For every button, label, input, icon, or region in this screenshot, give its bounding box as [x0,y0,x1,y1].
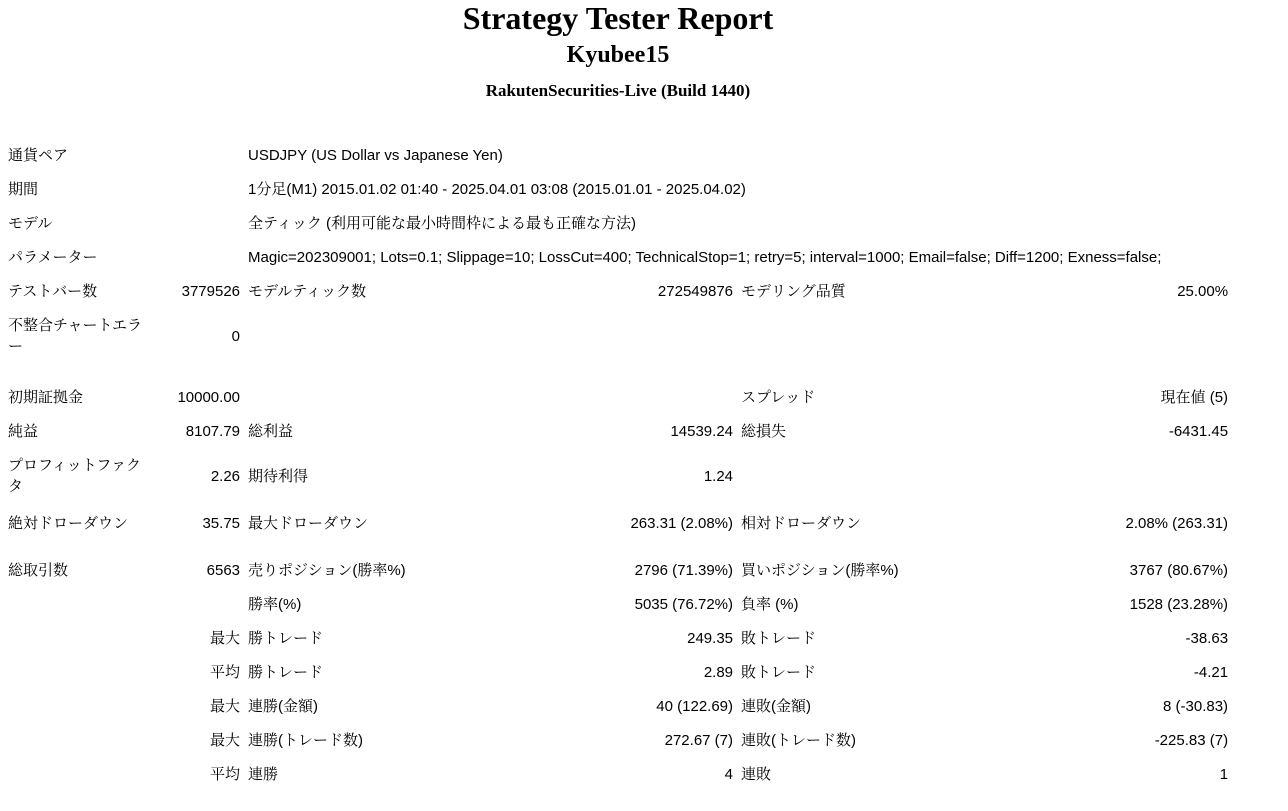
stat-label [4,656,154,690]
stat-value: 8 (-30.83) [1163,698,1229,715]
spacer-cell [4,541,1232,554]
info-row [4,139,1232,173]
stat-label: 連勝 [248,766,279,783]
stat-label: 連敗(トレード数) [741,732,857,749]
table-row [4,309,1232,364]
table-row [4,758,1232,792]
stat-value: 1 [1219,766,1229,783]
stat-label: 売りポジション(勝率%) [248,562,406,579]
stat-label [4,588,154,622]
stat-label [4,690,154,724]
stat-label: 敗トレード [741,630,817,647]
stat-value: -6431.45 [1168,423,1229,440]
stat-label: 勝トレード [248,664,324,681]
stat-label [4,758,154,792]
stat-value: 2.08% (263.31) [1125,515,1229,532]
table-row [4,690,1232,724]
stat-value: 最大 [210,732,241,749]
table-row [4,554,1232,588]
stat-value: 2796 (71.39%) [634,562,734,579]
stat-value: 現在値 (5) [1160,389,1229,406]
stat-label: 相対ドローダウン [741,515,862,532]
stat-value: 249.35 [687,630,734,647]
stat-value: 5035 (76.72%) [634,596,734,613]
stat-value: 272.67 (7) [664,732,734,749]
strategy-tester-report [4,0,1232,792]
table-row [4,415,1232,449]
stat-label: スプレッド [741,389,816,406]
info-label: 通貨ペア [8,147,69,164]
stat-label [737,449,993,504]
info-label: パラメーター [8,249,98,266]
stat-label: 連勝(金額) [248,698,319,715]
stat-label: 総損失 [741,423,787,440]
stat-value [993,309,1232,364]
stat-value: 272549876 [657,283,734,300]
stat-label [4,724,154,758]
stat-label: 負率 (%) [741,596,799,613]
stat-label: 初期証拠金 [8,389,84,406]
stat-value: 263.31 (2.08%) [630,515,734,532]
stat-label: 連敗 [741,766,772,783]
report-header [4,0,1232,101]
stat-label [737,309,993,364]
stat-label: 連敗(金額) [741,698,812,715]
report-title: Strategy Tester Report [462,0,774,36]
stat-value: 6563 [206,562,241,579]
info-row [4,207,1232,241]
stat-label: 期待利得 [248,467,309,485]
table-row [4,381,1232,415]
table-row [4,449,1232,504]
info-label: モデル [8,215,53,232]
stat-value [500,381,737,415]
stat-value: 10000.00 [177,389,241,406]
stat-value: 14539.24 [670,423,734,440]
table-row [4,507,1232,541]
stat-value: -4.21 [1193,664,1229,681]
spacer-row [4,364,1232,381]
stat-label [4,622,154,656]
stat-label: プロフィットファクタ [8,457,142,495]
table-row [4,275,1232,309]
table-row [4,656,1232,690]
stat-label: 絶対ドローダウン [8,515,129,532]
stat-label [244,381,500,415]
stat-value [993,449,1232,504]
stat-label [244,309,500,364]
stat-value: 最大 [210,698,241,715]
stat-value: 8107.79 [185,423,241,440]
stat-value: 平均 [210,766,241,783]
stat-value: 平均 [210,664,241,681]
info-row [4,173,1232,207]
stat-value: 1.24 [703,467,734,485]
stat-value [500,309,737,364]
stat-label: 総取引数 [8,562,69,579]
stat-value: 1528 (23.28%) [1129,596,1229,613]
stat-value: 2.26 [210,467,241,485]
stat-label: 純益 [8,423,39,440]
stat-value: -225.83 (7) [1154,732,1229,749]
strategy-name: Kyubee15 [566,42,670,68]
stat-label: 最大ドローダウン [248,515,369,532]
stat-label: 勝率(%) [248,596,302,613]
stat-label: 連勝(トレード数) [248,732,364,749]
server-build: RakutenSecurities-Live (Build 1440) [485,81,751,100]
table-row [4,622,1232,656]
stat-value: 最大 [210,630,241,647]
stat-value: 35.75 [202,515,241,532]
info-value: 1分足(M1) 2015.01.02 01:40 - 2025.04.01 03:08 (2015.01.01 - 2025.04.02) [248,181,746,198]
stat-value: 3767 (80.67%) [1129,562,1229,579]
info-row [4,241,1232,275]
info-label: 期間 [8,181,39,198]
stat-value: 25.00% [1177,283,1229,300]
info-value: Magic=202309001; Lots=0.1; Slippage=10; LossCut=400; TechnicalStop=1; retry=5; interval=1000; Email=false; Diff=1200; Exness=false; [248,249,1162,266]
stat-label: 勝トレード [248,630,324,647]
stat-value: 40 (122.69) [656,698,734,715]
stat-label: 買いポジション(勝率%) [741,562,899,579]
table-row [4,588,1232,622]
stat-value: 2.89 [703,664,734,681]
spacer-cell [4,364,1232,381]
info-value: USDJPY (US Dollar vs Japanese Yen) [248,147,503,164]
report-table [4,139,1232,792]
stat-label: 敗トレード [741,664,817,681]
stat-label: 総利益 [248,423,294,440]
spacer-row [4,541,1232,554]
stat-value: 0 [231,327,241,345]
stat-value [154,588,244,622]
report-table-body [4,139,1232,792]
table-row [4,724,1232,758]
stat-label: モデルティック数 [248,283,367,300]
stat-value: -38.63 [1185,630,1229,647]
stat-value: 3779526 [181,283,241,300]
stat-label: テストバー数 [8,283,98,300]
stat-label: モデリング品質 [741,283,846,300]
stat-value: 4 [724,766,734,783]
stat-label: 不整合チャートエラー [8,317,142,355]
info-value: 全ティック (利用可能な最小時間枠による最も正確な方法) [248,215,636,232]
